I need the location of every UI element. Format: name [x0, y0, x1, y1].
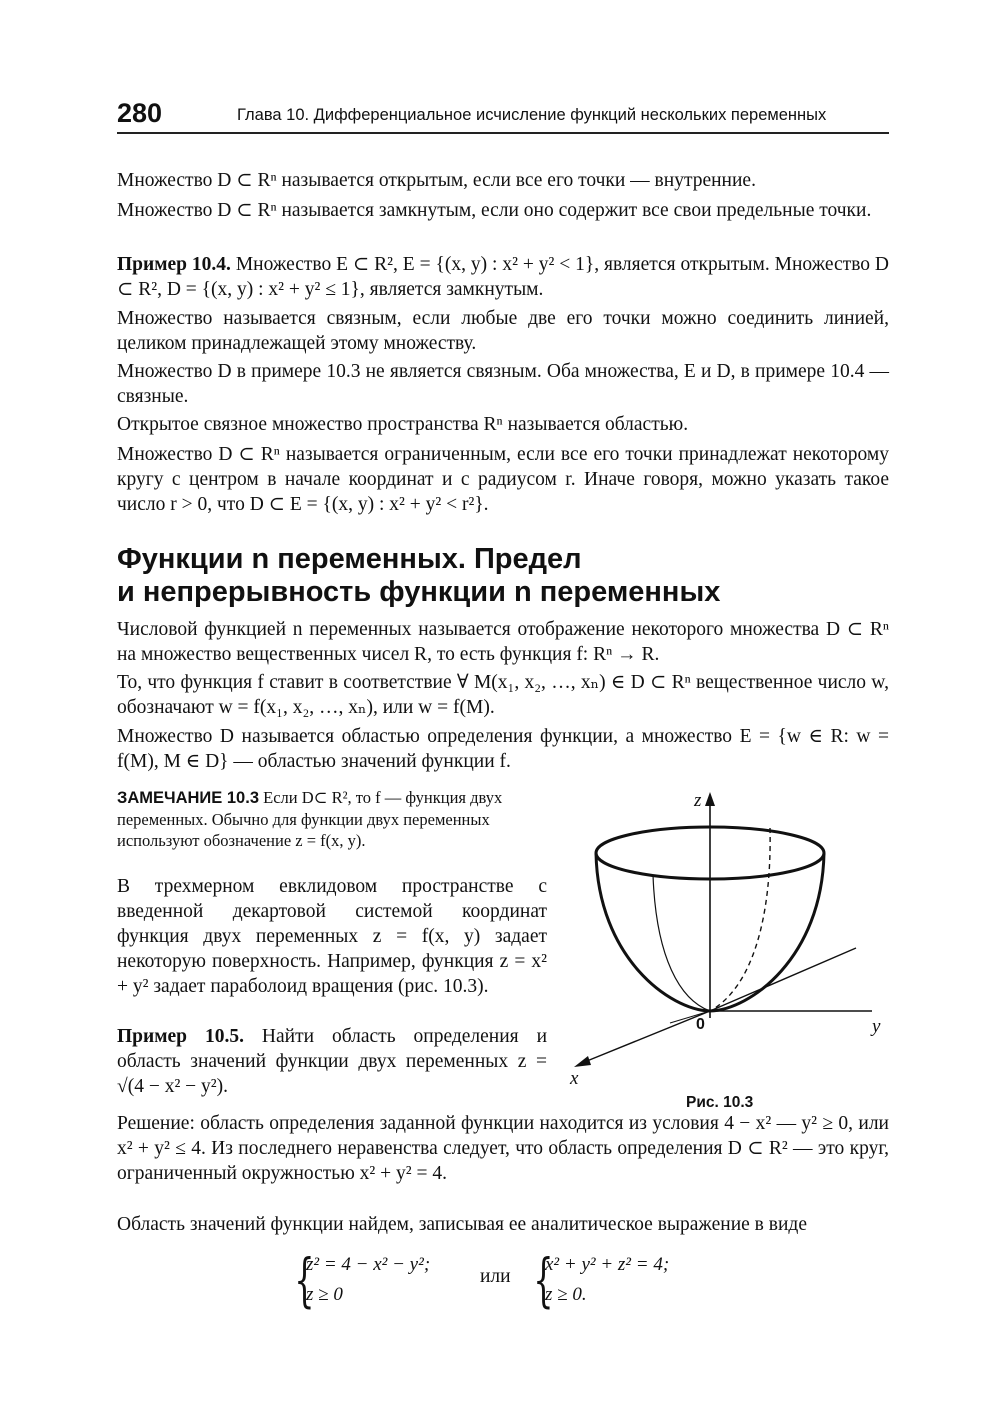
example-label: Пример 10.4. — [117, 254, 231, 275]
example-label: Пример 10.5. — [117, 1026, 244, 1047]
system-left-line1: z² = 4 − x² − y²; — [306, 1254, 431, 1275]
system-connector: или — [480, 1266, 511, 1287]
paragraph-not-connected: Множество D в примере 10.3 не является связным. Оба множества, E и D, в примере 10.4 — связные. — [117, 361, 889, 407]
left-brace: { — [294, 1246, 315, 1314]
paragraph-domain-definition: Открытое связное множество пространства Rⁿ называется областью. — [117, 414, 689, 435]
x-axis-label: x — [570, 1068, 579, 1089]
section-heading-line1: Функции n переменных. Предел — [117, 543, 582, 575]
example-text: Множество E ⊂ R², E = {(x, y) : x² + y² < 1}, является открытым. Множество D ⊂ R², D = {(x, y) : x² + y² ≤ 1}, является замкнутым. — [117, 254, 889, 300]
remark-10-3 — [117, 787, 549, 851]
origin-label: 0 — [696, 1016, 705, 1033]
paragraph-open-set: Множество D ⊂ Rⁿ называется открытым, если все его точки — внутренние. — [117, 170, 756, 191]
figure-caption: Рис. 10.3 — [686, 1094, 754, 1111]
figure-paraboloid — [560, 788, 900, 1118]
x-axis-arrow — [574, 1056, 591, 1067]
remark-label: ЗАМЕЧАНИЕ 10.3 — [117, 789, 259, 807]
paraboloid-drawing — [560, 788, 900, 1088]
paragraph-domain-range: Множество D называется областью определения функции, а множество E = {w ∈ R: w = f(M), M ∈ D} — областью значений функции f. — [117, 726, 889, 772]
x-axis — [582, 1011, 710, 1063]
paragraph-range-intro: Область значений функции найдем, записывая ее аналитическое выражение в виде — [117, 1214, 807, 1235]
page-number: 280 — [117, 98, 163, 128]
remark-text: Если D⊂ R², то f — функция двух переменных. Обычно для функции двух переменных используют обозначение z = f(x, y). — [117, 788, 503, 850]
section-heading-line2: и непрерывность функции n переменных — [117, 576, 721, 608]
paragraph-connected: Множество называется связным, если любые две его точки можно соединить линией, целиком принадлежащей этому множеству. — [117, 308, 889, 354]
y-axis-label: y — [872, 1016, 881, 1037]
right-brace: { — [533, 1246, 554, 1314]
paragraph-closed-set: Множество D ⊂ Rⁿ называется замкнутым, если оно содержит все свои предельные точки. — [117, 200, 872, 221]
system-right-line2: z ≥ 0. — [545, 1284, 587, 1305]
paragraph-function-definition: Числовой функцией n переменных называется отображение некоторого множества D ⊂ Rⁿ на множество вещественных чисел R, то есть функция f: Rⁿ → R. — [117, 619, 889, 665]
tangent-line — [710, 948, 856, 1011]
paragraph-example-10-4 — [117, 252, 889, 302]
running-head — [117, 98, 889, 134]
paragraph-surface: В трехмерном евклидовом пространстве с введенной декартовой системой координат функция двух переменных z = f(x, y) задает некоторую поверхность. Например, функция z = x² + y² задает параболоид вращения (рис. 10.3). — [117, 876, 547, 997]
system-left — [306, 1250, 430, 1310]
section-heading — [117, 543, 889, 609]
system-right-line1: x² + y² + z² = 4; — [545, 1254, 670, 1275]
paragraph-solution: Решение: область определения заданной функции находится из условия 4 − x² — y² ≥ 0, или x² + y² ≤ 4. Из последнего неравенства следует, что область определения D ⊂ R² — это круг, ограниченный окружностью x² + y² = 4. — [117, 1113, 889, 1184]
example-text: Найти область определения и область значений функции двух переменных z = √(4 − x² − y²). — [117, 1026, 548, 1097]
z-axis-label: z — [694, 790, 702, 811]
system-left-line2: z ≥ 0 — [306, 1284, 343, 1305]
z-axis-arrow — [705, 792, 715, 806]
system-right — [545, 1250, 669, 1310]
paragraph-notation: То, что функция f ставит в соответствие ∀ M(x₁, x₂, …, xₙ) ∈ D ⊂ Rⁿ вещественное число w, обозначают w = f(x₁, x₂, …, xₙ), или w = f(M). — [117, 672, 889, 718]
paragraph-example-10-5 — [117, 1024, 547, 1099]
paragraph-bounded: Множество D ⊂ Rⁿ называется ограниченным, если все его точки принадлежат некоторому кругу с центром в начале координат и с радиусом r. Иначе говоря, можно указать такое число r > 0, что D ⊂ E = {(x, y) : x² + y² < r²}. — [117, 444, 889, 515]
chapter-title: Глава 10. Дифференциальное исчисление функций нескольких переменных — [237, 106, 827, 124]
dashed-meridian — [710, 828, 770, 1011]
